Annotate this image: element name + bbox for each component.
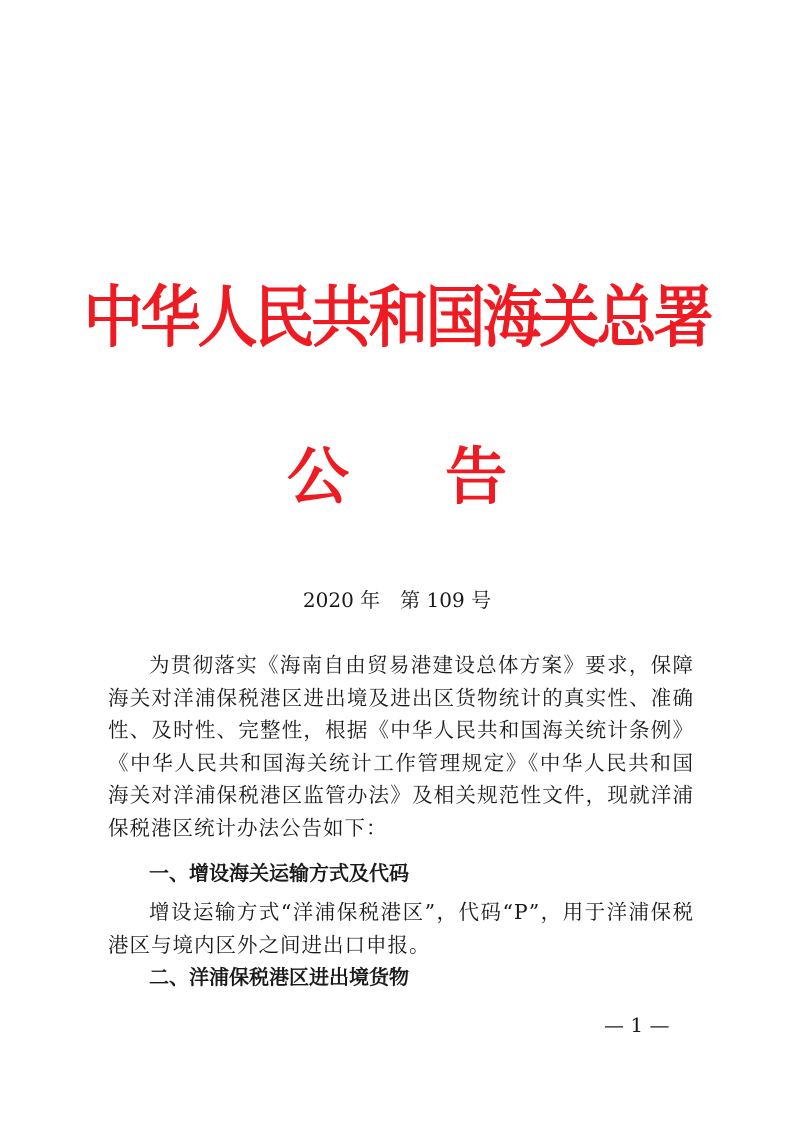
document-type-char-2: 告 <box>445 440 508 513</box>
document-type-char-1: 公 <box>286 440 349 513</box>
section-1-heading: 一、增设海关运输方式及代码 <box>149 861 409 885</box>
issuing-agency-title: 中华人民共和国海关总署 <box>83 278 711 358</box>
document-number: 2020 年 第 109 号 <box>302 588 492 612</box>
page-number: — 1 — <box>604 1013 670 1037</box>
intro-paragraph: 为贯彻落实《海南自由贸易港建设总体方案》要求，保障海关对洋浦保税港区进出境及进出区货物统计的真实性、准确性、及时性、完整性，根据《中华人民共和国海关统计条例》《中华人民共和国海关统计工作管理规定》《中华人民共和国海关对洋浦保税港区监管办法》及相关规范性文件，现就洋浦保税港区统计办法公告如下： <box>108 653 694 840</box>
document-type-heading <box>0 432 794 522</box>
section-2-heading: 二、洋浦保税港区进出境货物 <box>149 965 409 989</box>
section-1-paragraph: 增设运输方式“洋浦保税港区”，代码“P”，用于洋浦保税港区与境内区外之间进出口申报。 <box>108 900 694 957</box>
